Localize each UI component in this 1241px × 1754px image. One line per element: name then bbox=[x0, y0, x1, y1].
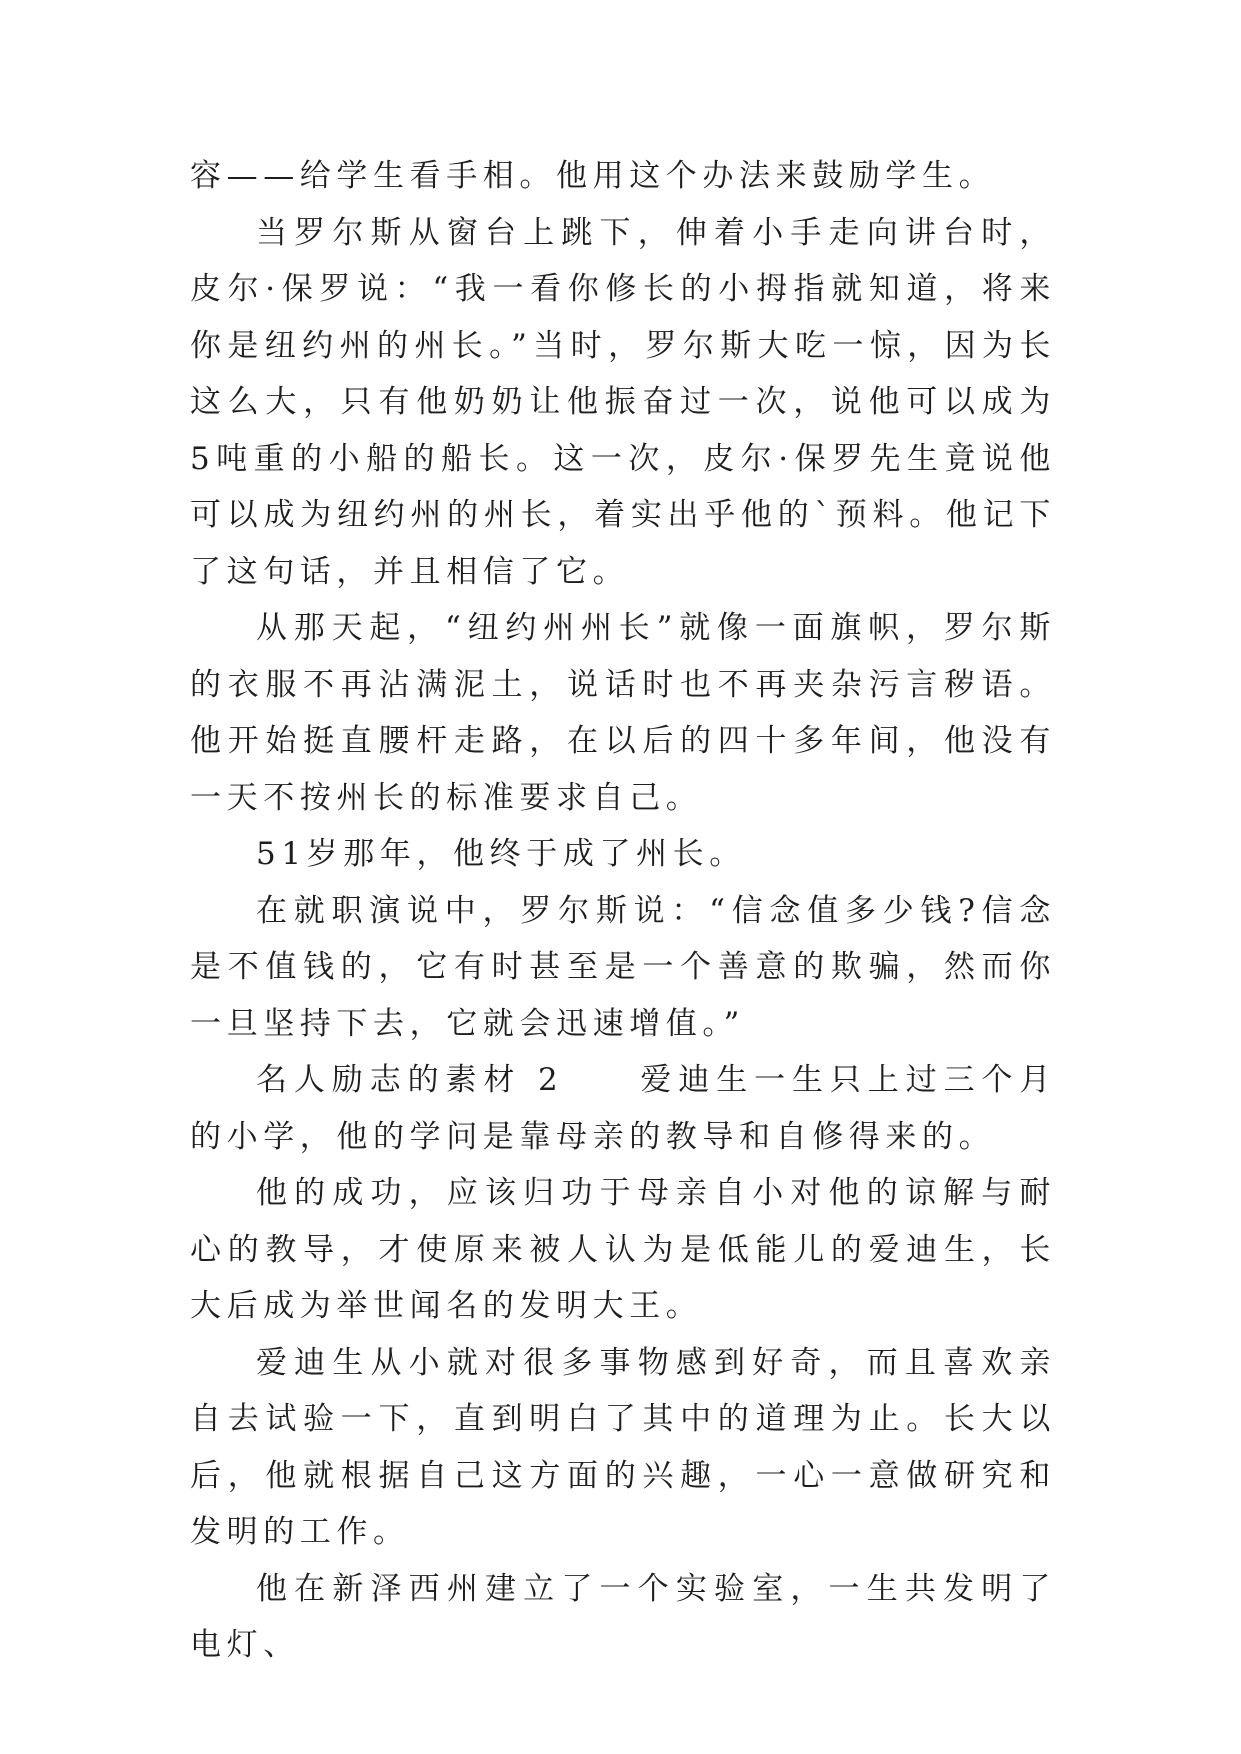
paragraph-7: 他的成功，应该归功于母亲自小对他的谅解与耐心的教导，才使原来被人认为是低能儿的爱迪生，长大后成为举世闻名的发明大王。 bbox=[190, 1175, 1056, 1324]
paragraph-3: 从那天起，“纽约州州长”就像一面旗帜，罗尔斯的衣服不再沾满泥土，说话时也不再夹杂污言秽语。他开始挺直腰杆走路，在以后的四十多年间，他没有一天不按州长的标准要求自己。 bbox=[190, 610, 1056, 816]
paragraph-2: 当罗尔斯从窗台上跳下，伸着小手走向讲台时，皮尔·保罗说：“我一看你修长的小拇指就知道，将来你是纽约州的州长。”当时，罗尔斯大吃一惊，因为长这么大，只有他奶奶让他振奋过一次，说他可以成为5吨重的小船的船长。这一次，皮尔·保罗先生竟说他可以成为纽约州的州长，着实出乎他的`预料。他记下了这句话，并且相信了它。 bbox=[190, 214, 1056, 590]
paragraph-8: 爱迪生从小就对很多事物感到好奇，而且喜欢亲自去试验一下，直到明白了其中的道理为止。长大以后，他就根据自己这方面的兴趣，一心一意做研究和发明的工作。 bbox=[190, 1344, 1056, 1550]
paragraph-9: 他在新泽西州建立了一个实验室，一生共发明了电灯、 bbox=[190, 1570, 1056, 1663]
paragraph-6: 名人励志的素材 2 爱迪生一生只上过三个月的小学，他的学问是靠母亲的教导和自修得来的。 bbox=[190, 1062, 1056, 1155]
document-body bbox=[190, 148, 1056, 1674]
paragraph-4: 51岁那年，他终于成了州长。 bbox=[256, 836, 746, 872]
paragraph-1: 容——给学生看手相。他用这个办法来鼓励学生。 bbox=[190, 158, 996, 194]
paragraph-5: 在就职演说中，罗尔斯说：“信念值多少钱?信念是不值钱的，它有时甚至是一个善意的欺骗，然而你一旦坚持下去，它就会迅速增值。” bbox=[190, 892, 1056, 1042]
